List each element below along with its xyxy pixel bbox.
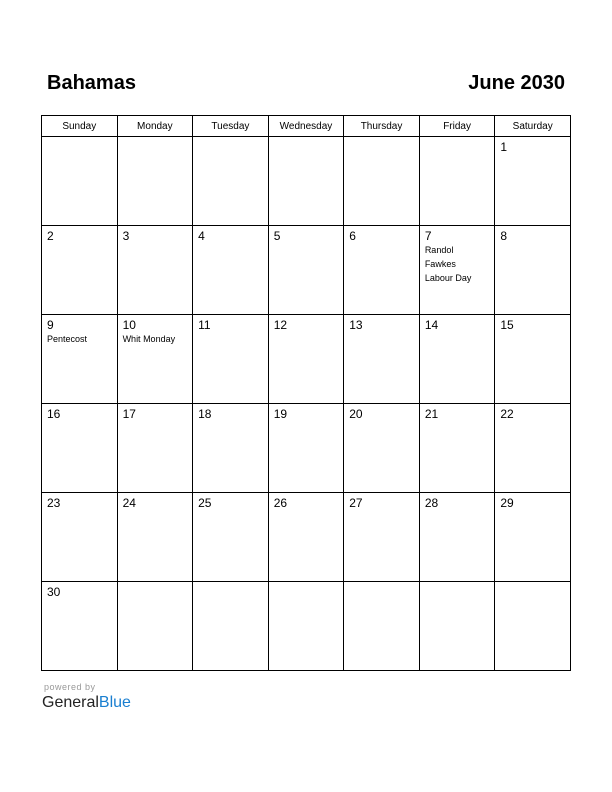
day-number: 20 <box>349 407 363 421</box>
day-cell <box>117 404 193 493</box>
day-number <box>193 137 268 140</box>
week-row <box>42 493 571 582</box>
day-number: 1 <box>500 140 508 154</box>
day-number: 21 <box>424 407 439 421</box>
day-cell <box>495 226 571 315</box>
day-number <box>269 137 344 140</box>
day-cell <box>117 493 193 582</box>
calendar-body <box>42 137 571 671</box>
day-cell <box>268 404 344 493</box>
day-number: 18 <box>198 407 212 421</box>
day-number <box>193 582 268 585</box>
day-number: 27 <box>349 496 363 510</box>
day-number: 13 <box>349 318 363 332</box>
day-cell <box>117 226 193 315</box>
weekday-header: Thursday <box>344 116 420 137</box>
day-number <box>495 582 570 585</box>
week-row <box>42 315 571 404</box>
brand-logo <box>42 694 131 712</box>
day-cell <box>42 404 118 493</box>
day-number <box>420 582 495 585</box>
day-cell <box>193 315 269 404</box>
day-number: 23 <box>47 496 61 510</box>
week-row <box>42 226 571 315</box>
day-cell <box>42 582 118 671</box>
day-cell <box>344 404 420 493</box>
day-number: 7 <box>424 229 432 243</box>
brand-general: General <box>42 694 99 711</box>
day-number: 19 <box>273 407 288 421</box>
day-cell <box>42 315 118 404</box>
day-cell <box>193 137 269 226</box>
day-cell <box>117 137 193 226</box>
day-cell <box>344 582 420 671</box>
day-cell <box>495 493 571 582</box>
day-cell <box>419 582 495 671</box>
day-number: 15 <box>500 318 514 332</box>
day-cell <box>117 315 193 404</box>
day-number <box>118 582 193 585</box>
week-row <box>42 582 571 671</box>
day-cell <box>42 493 118 582</box>
day-number: 25 <box>198 496 212 510</box>
weekday-header: Wednesday <box>268 116 344 137</box>
day-cell <box>344 226 420 315</box>
day-number: 24 <box>122 496 136 510</box>
day-number <box>344 582 419 585</box>
day-cell <box>495 137 571 226</box>
calendar-grid <box>41 115 571 671</box>
holiday-label: Randol <box>424 245 454 255</box>
day-cell <box>419 493 495 582</box>
week-row <box>42 137 571 226</box>
day-number: 28 <box>424 496 439 510</box>
holiday-label: Fawkes <box>424 259 456 269</box>
day-number: 29 <box>500 496 514 510</box>
day-cell <box>495 404 571 493</box>
weekday-header: Sunday <box>42 116 118 137</box>
brand-blue: Blue <box>98 694 131 711</box>
day-number <box>42 137 117 140</box>
day-cell <box>42 226 118 315</box>
day-cell <box>193 493 269 582</box>
day-cell <box>268 137 344 226</box>
day-cell <box>344 137 420 226</box>
day-cell <box>419 226 495 315</box>
day-number: 9 <box>47 318 54 332</box>
week-row <box>42 404 571 493</box>
day-number <box>344 137 419 140</box>
day-number: 4 <box>198 229 205 243</box>
day-cell <box>193 404 269 493</box>
day-cell <box>419 404 495 493</box>
day-cell <box>268 226 344 315</box>
day-cell <box>193 582 269 671</box>
day-number: 8 <box>500 229 508 243</box>
day-cell <box>344 315 420 404</box>
day-number: 22 <box>500 407 514 421</box>
day-cell <box>42 137 118 226</box>
day-cell <box>419 315 495 404</box>
day-cell <box>117 582 193 671</box>
day-cell <box>495 582 571 671</box>
day-cell <box>268 582 344 671</box>
day-number: 16 <box>47 407 61 421</box>
day-cell <box>344 493 420 582</box>
day-number <box>420 137 495 140</box>
day-number: 5 <box>273 229 281 243</box>
holiday-label: Pentecost <box>47 334 88 344</box>
weekday-header-row <box>42 116 571 137</box>
day-number: 10 <box>122 318 136 332</box>
day-cell <box>419 137 495 226</box>
day-number: 26 <box>273 496 288 510</box>
day-number: 11 <box>198 318 211 332</box>
day-number: 14 <box>424 318 439 332</box>
day-number: 2 <box>47 229 54 243</box>
day-cell <box>268 493 344 582</box>
powered-by-text: powered by <box>44 682 96 692</box>
day-cell <box>193 226 269 315</box>
weekday-header: Tuesday <box>193 116 269 137</box>
day-number: 3 <box>122 229 130 243</box>
day-number: 12 <box>273 318 288 332</box>
day-number: 17 <box>122 407 136 421</box>
day-cell <box>268 315 344 404</box>
day-number: 30 <box>47 585 61 599</box>
day-number <box>269 582 344 585</box>
month-title: June 2030 <box>468 72 565 94</box>
holiday-label: Whit Monday <box>122 334 176 344</box>
day-cell <box>495 315 571 404</box>
weekday-header: Monday <box>117 116 193 137</box>
holiday-label: Labour Day <box>424 273 472 283</box>
weekday-header: Friday <box>419 116 495 137</box>
country-title: Bahamas <box>47 72 136 94</box>
day-number <box>118 137 193 140</box>
weekday-header: Saturday <box>495 116 571 137</box>
day-number: 6 <box>349 229 356 243</box>
